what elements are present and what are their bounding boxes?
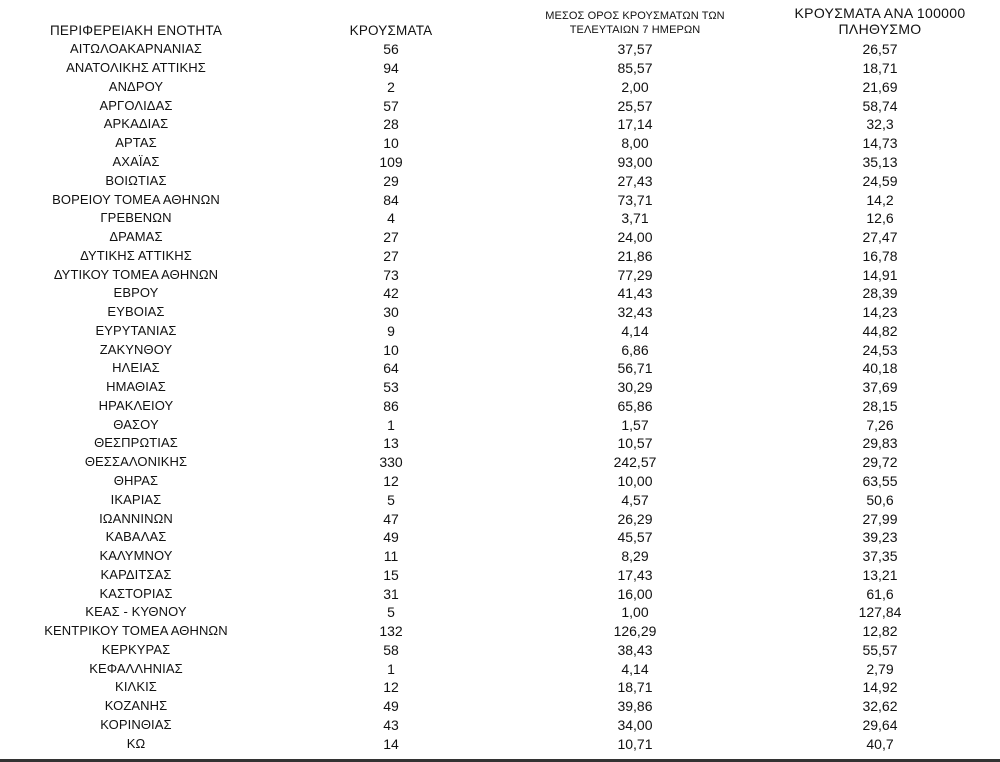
cell-avg7: 45,57 <box>617 529 653 546</box>
cell-cases: 1 <box>387 416 395 433</box>
cell-cases: 330 <box>379 454 403 471</box>
cell-per100k: 13,21 <box>862 566 898 583</box>
header-row <box>0 0 1000 40</box>
cell-region: ΚΕΡΚΥΡΑΣ <box>101 641 171 657</box>
cell-avg7: 3,71 <box>621 210 649 227</box>
cell-cases: 94 <box>383 60 399 77</box>
cell-avg7: 8,00 <box>621 135 649 152</box>
cell-avg7: 25,57 <box>617 97 653 114</box>
table-row <box>0 246 1000 265</box>
cell-cases: 14 <box>383 735 399 752</box>
table-row <box>0 78 1000 97</box>
cell-region: ΘΗΡΑΣ <box>113 472 159 488</box>
cell-region: ΘΕΣΠΡΩΤΙΑΣ <box>94 435 178 451</box>
table-row <box>0 434 1000 453</box>
cell-per100k: 127,84 <box>858 604 902 621</box>
cell-region: ΚΑΡΔΙΤΣΑΣ <box>100 566 172 582</box>
cell-cases: 109 <box>379 153 403 170</box>
header-avg7-line1: ΜΕΣΟΣ ΟΡΟΣ ΚΡΟΥΣΜΑΤΩΝ ΤΩΝ <box>545 10 725 22</box>
cell-cases: 2 <box>387 78 395 95</box>
cell-region: ΑΧΑΪΑΣ <box>112 153 160 169</box>
cell-avg7: 17,43 <box>617 566 653 583</box>
cell-avg7: 56,71 <box>617 360 653 377</box>
cell-avg7: 73,71 <box>617 191 653 208</box>
table-row <box>0 378 1000 397</box>
cell-region: ΑΝΑΤΟΛΙΚΗΣ ΑΤΤΙΚΗΣ <box>66 60 206 76</box>
cell-per100k: 14,92 <box>862 679 898 696</box>
cell-region: ΚΑΒΑΛΑΣ <box>105 529 167 545</box>
cell-cases: 57 <box>383 97 399 114</box>
cell-cases: 10 <box>383 135 399 152</box>
cell-per100k: 24,59 <box>862 172 898 189</box>
cell-per100k: 50,6 <box>866 491 894 508</box>
cell-avg7: 2,00 <box>621 78 649 95</box>
cell-per100k: 24,53 <box>862 341 898 358</box>
cell-per100k: 27,99 <box>862 510 898 527</box>
table-header <box>0 0 1000 40</box>
cell-region: ΗΡΑΚΛΕΙΟΥ <box>98 397 174 413</box>
cell-avg7: 21,86 <box>617 247 653 264</box>
cell-avg7: 16,00 <box>617 585 653 602</box>
cell-cases: 132 <box>379 623 403 640</box>
cell-avg7: 8,29 <box>621 548 649 565</box>
cell-per100k: 55,57 <box>862 641 898 658</box>
table-row <box>0 190 1000 209</box>
table-row <box>0 565 1000 584</box>
cell-per100k: 44,82 <box>862 322 898 339</box>
cell-per100k: 35,13 <box>862 153 898 170</box>
table-row <box>0 734 1000 753</box>
cell-region: ΚΑΛΥΜΝΟΥ <box>99 548 173 564</box>
cell-per100k: 14,2 <box>866 191 894 208</box>
cell-avg7: 32,43 <box>617 304 653 321</box>
cell-per100k: 29,64 <box>862 716 898 733</box>
cell-avg7: 30,29 <box>617 379 653 396</box>
table-row <box>0 415 1000 434</box>
cell-cases: 1 <box>387 660 395 677</box>
table-row <box>0 209 1000 228</box>
cell-per100k: 2,79 <box>866 660 894 677</box>
cell-cases: 5 <box>387 604 395 621</box>
cell-region: ΑΡΓΟΛΙΔΑΣ <box>99 97 173 113</box>
cell-cases: 27 <box>383 247 399 264</box>
cell-cases: 31 <box>383 585 399 602</box>
cell-region: ΚΑΣΤΟΡΙΑΣ <box>99 585 173 601</box>
table-row <box>0 303 1000 322</box>
table-row <box>0 265 1000 284</box>
cell-per100k: 14,91 <box>862 266 898 283</box>
table-row <box>0 697 1000 716</box>
cell-per100k: 12,6 <box>866 210 894 227</box>
cell-per100k: 7,26 <box>866 416 894 433</box>
cell-region: ΗΛΕΙΑΣ <box>112 360 160 376</box>
cell-cases: 27 <box>383 229 399 246</box>
cell-cases: 12 <box>383 472 399 489</box>
cell-cases: 5 <box>387 491 395 508</box>
header-region <box>0 0 272 40</box>
cell-cases: 42 <box>383 285 399 302</box>
table-row <box>0 134 1000 153</box>
table-row <box>0 528 1000 547</box>
table-row <box>0 228 1000 247</box>
table-row <box>0 547 1000 566</box>
table-row <box>0 659 1000 678</box>
cell-region: ΕΥΡΥΤΑΝΙΑΣ <box>95 322 177 338</box>
cell-avg7: 34,00 <box>617 716 653 733</box>
table-row <box>0 40 1000 59</box>
cell-avg7: 4,14 <box>621 322 649 339</box>
cell-avg7: 27,43 <box>617 172 653 189</box>
cell-avg7: 6,86 <box>621 341 649 358</box>
cell-avg7: 17,14 <box>617 116 653 133</box>
cell-per100k: 18,71 <box>862 60 898 77</box>
cell-region: ΚΩ <box>126 735 146 751</box>
cell-region: ΑΙΤΩΛΟΑΚΑΡΝΑΝΙΑΣ <box>69 41 203 57</box>
table-row <box>0 716 1000 735</box>
cell-cases: 58 <box>383 641 399 658</box>
cell-avg7: 10,71 <box>617 735 653 752</box>
cell-avg7: 4,14 <box>621 660 649 677</box>
cell-region: ΒΟΡΕΙΟΥ ΤΟΜΕΑ ΑΘΗΝΩΝ <box>52 191 220 207</box>
table-row <box>0 321 1000 340</box>
cell-cases: 11 <box>383 548 399 565</box>
cell-avg7: 18,71 <box>617 679 653 696</box>
cell-cases: 86 <box>383 397 399 414</box>
cell-per100k: 37,69 <box>862 379 898 396</box>
cell-avg7: 4,57 <box>621 491 649 508</box>
cell-avg7: 93,00 <box>617 153 653 170</box>
table-row <box>0 284 1000 303</box>
cell-per100k: 40,18 <box>862 360 898 377</box>
cell-per100k: 58,74 <box>862 97 898 114</box>
cell-per100k: 12,82 <box>862 623 898 640</box>
cell-region: ΔΥΤΙΚΟΥ ΤΟΜΕΑ ΑΘΗΝΩΝ <box>53 266 219 282</box>
header-per100k-line2: ΠΛΗΘΥΣΜΟ <box>838 21 922 37</box>
cell-region: ΓΡΕΒΕΝΩΝ <box>100 210 172 226</box>
cell-per100k: 28,15 <box>862 397 898 414</box>
cell-cases: 49 <box>383 698 399 715</box>
cell-avg7: 39,86 <box>617 698 653 715</box>
cell-avg7: 37,57 <box>617 41 653 58</box>
header-cases <box>272 0 510 40</box>
cell-per100k: 32,3 <box>866 116 894 133</box>
cell-per100k: 26,57 <box>862 41 898 58</box>
table-row <box>0 678 1000 697</box>
cell-region: ΚΟΡΙΝΘΙΑΣ <box>100 716 172 732</box>
cell-cases: 47 <box>383 510 399 527</box>
cell-cases: 43 <box>383 716 399 733</box>
table-row <box>0 584 1000 603</box>
cell-region: ΒΟΙΩΤΙΑΣ <box>105 172 167 188</box>
cell-cases: 84 <box>383 191 399 208</box>
cell-per100k: 32,62 <box>862 698 898 715</box>
cell-per100k: 28,39 <box>862 285 898 302</box>
header-per100k-line1: ΚΡΟΥΣΜΑΤΑ ΑΝΑ 100000 <box>794 5 966 21</box>
cell-region: ΑΡΤΑΣ <box>115 135 157 151</box>
table-row <box>0 96 1000 115</box>
cell-cases: 13 <box>383 435 399 452</box>
cell-region: ΘΕΣΣΑΛΟΝΙΚΗΣ <box>84 454 188 470</box>
table-row <box>0 153 1000 172</box>
cell-avg7: 1,00 <box>621 604 649 621</box>
cell-avg7: 77,29 <box>617 266 653 283</box>
cell-cases: 12 <box>383 679 399 696</box>
table-row <box>0 603 1000 622</box>
cell-cases: 49 <box>383 529 399 546</box>
table-row <box>0 490 1000 509</box>
cell-per100k: 61,6 <box>866 585 894 602</box>
cell-region: ΖΑΚΥΝΘΟΥ <box>99 341 173 357</box>
cell-cases: 73 <box>383 266 399 283</box>
cell-per100k: 37,35 <box>862 548 898 565</box>
table-row <box>0 641 1000 660</box>
cell-avg7: 242,57 <box>613 454 657 471</box>
cell-per100k: 14,23 <box>862 304 898 321</box>
table-row <box>0 509 1000 528</box>
cell-cases: 28 <box>383 116 399 133</box>
cell-region: ΚΕΝΤΡΙΚΟΥ ΤΟΜΕΑ ΑΘΗΝΩΝ <box>44 623 228 639</box>
cell-region: ΕΥΒΟΙΑΣ <box>107 304 165 320</box>
cell-region: ΚΕΑΣ - ΚΥΘΝΟΥ <box>85 604 187 620</box>
cell-avg7: 1,57 <box>621 416 649 433</box>
cell-per100k: 63,55 <box>862 472 898 489</box>
cell-region: ΑΡΚΑΔΙΑΣ <box>103 116 169 132</box>
table-row <box>0 397 1000 416</box>
cell-region: ΘΑΣΟΥ <box>113 416 159 432</box>
cell-region: ΚΟΖΑΝΗΣ <box>104 698 168 714</box>
table-row <box>0 472 1000 491</box>
cell-avg7: 41,43 <box>617 285 653 302</box>
cell-region: ΗΜΑΘΙΑΣ <box>106 379 166 395</box>
cell-avg7: 65,86 <box>617 397 653 414</box>
cell-region: ΔΡΑΜΑΣ <box>109 229 163 245</box>
cell-per100k: 40,7 <box>866 735 894 752</box>
cell-region: ΑΝΔΡΟΥ <box>108 78 164 94</box>
cell-region: ΙΩΑΝΝΙΝΩΝ <box>99 510 173 526</box>
cell-avg7: 10,00 <box>617 472 653 489</box>
cell-region: ΚΕΦΑΛΛΗΝΙΑΣ <box>89 660 183 676</box>
cell-cases: 15 <box>383 566 399 583</box>
table-row <box>0 622 1000 641</box>
table-row <box>0 59 1000 78</box>
table-row <box>0 340 1000 359</box>
header-cases-label: ΚΡΟΥΣΜΑΤΑ <box>349 23 433 38</box>
cell-region: ΔΥΤΙΚΗΣ ΑΤΤΙΚΗΣ <box>80 247 192 263</box>
cell-cases: 9 <box>387 322 395 339</box>
cell-cases: 56 <box>383 41 399 58</box>
table-row <box>0 453 1000 472</box>
cell-cases: 4 <box>387 210 395 227</box>
header-avg7 <box>510 0 760 40</box>
cell-avg7: 126,29 <box>613 623 657 640</box>
cell-avg7: 10,57 <box>617 435 653 452</box>
cell-avg7: 24,00 <box>617 229 653 246</box>
cell-cases: 30 <box>383 304 399 321</box>
table-row <box>0 115 1000 134</box>
cell-per100k: 21,69 <box>862 78 898 95</box>
cell-cases: 10 <box>383 341 399 358</box>
table-body <box>0 40 1000 753</box>
cell-per100k: 29,83 <box>862 435 898 452</box>
header-avg7-line2: ΤΕΛΕΥΤΑΙΩΝ 7 ΗΜΕΡΩΝ <box>569 24 701 36</box>
cell-avg7: 38,43 <box>617 641 653 658</box>
header-region-label: ΠΕΡΙΦΕΡΕΙΑΚΗ ΕΝΟΤΗΤΑ <box>49 23 223 38</box>
cell-cases: 29 <box>383 172 399 189</box>
table-row <box>0 171 1000 190</box>
cell-per100k: 14,73 <box>862 135 898 152</box>
cell-region: ΕΒΡΟΥ <box>113 285 159 301</box>
cell-region: ΙΚΑΡΙΑΣ <box>110 491 162 507</box>
cell-per100k: 39,23 <box>862 529 898 546</box>
cell-avg7: 85,57 <box>617 60 653 77</box>
cell-per100k: 29,72 <box>862 454 898 471</box>
table-row <box>0 359 1000 378</box>
cell-cases: 64 <box>383 360 399 377</box>
cell-cases: 53 <box>383 379 399 396</box>
cell-per100k: 27,47 <box>862 229 898 246</box>
cell-per100k: 16,78 <box>862 247 898 264</box>
header-per100k <box>760 0 1000 40</box>
cell-region: ΚΙΛΚΙΣ <box>115 679 157 695</box>
cell-avg7: 26,29 <box>617 510 653 527</box>
